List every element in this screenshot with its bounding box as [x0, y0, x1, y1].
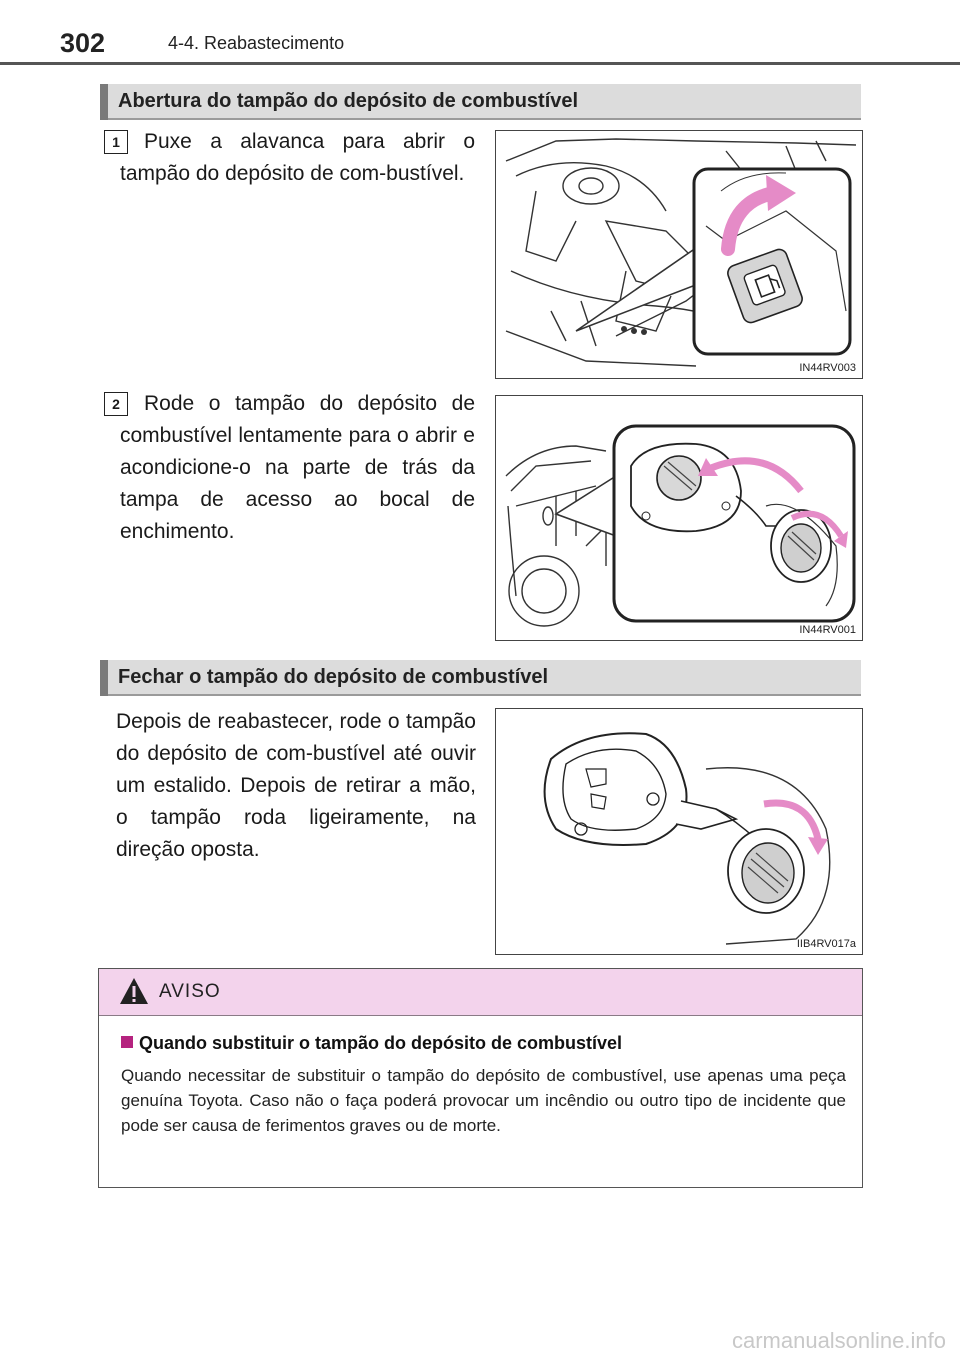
warning-subtitle-text: Quando substituir o tampão do depósito de combustível: [139, 1033, 623, 1053]
warning-box: [98, 968, 863, 1188]
page-number: 302: [60, 28, 106, 58]
section-title-text: Abertura do tampão do depósito de combustível: [118, 90, 579, 112]
section-title-opening: [100, 84, 861, 120]
figure-fuel-lever: [495, 130, 863, 379]
figure-fuel-cap-opening: [495, 395, 863, 641]
warning-text: Quando necessitar de substituir o tampão do depósito de combustível, use apenas uma peça genuína Toyota. Caso não o faça poderá provocar um incêndio ou outro tipo de incidente que pode ser causa de ferimentos graves ou de morte.: [121, 1066, 846, 1135]
section-title-text: Fechar o tampão do depósito de combustível: [118, 666, 549, 688]
step-number-2: 2: [104, 392, 128, 416]
step-1-text: Puxe a alavanca para abrir o tampão do depósito de com-bustível.: [120, 130, 475, 185]
watermark: carmanualsonline.info: [731, 1328, 946, 1353]
warning-label: AVISO: [159, 981, 221, 1002]
square-bullet-icon: [121, 1036, 133, 1048]
warning-header: [99, 969, 862, 1016]
figure-code: IN44RV003: [799, 362, 856, 374]
chapter-title: 4-4. Reabastecimento: [168, 33, 345, 53]
section-title-closing: [100, 660, 861, 696]
step-2-text: Rode o tampão do depósito de combustível lentamente para o abrir e acondicione-o na parte de trás da tampa de acesso ao bocal de enchimento.: [120, 392, 475, 543]
warning-triangle-icon: [119, 977, 149, 1005]
warning-subtitle: [121, 1033, 622, 1054]
figure-fuel-cap-closing: [495, 708, 863, 955]
figure-code: IIB4RV017a: [796, 938, 856, 950]
step-number-1: 1: [104, 130, 128, 154]
figure-code: IN44RV001: [799, 624, 856, 636]
header-divider: [0, 62, 960, 65]
closing-text: Depois de reabastecer, rode o tampão do depósito de com-bustível até ouvir um estalido. Depois de retirar a mão, o tampão roda ligeiramente, na direção oposta.: [116, 710, 476, 861]
